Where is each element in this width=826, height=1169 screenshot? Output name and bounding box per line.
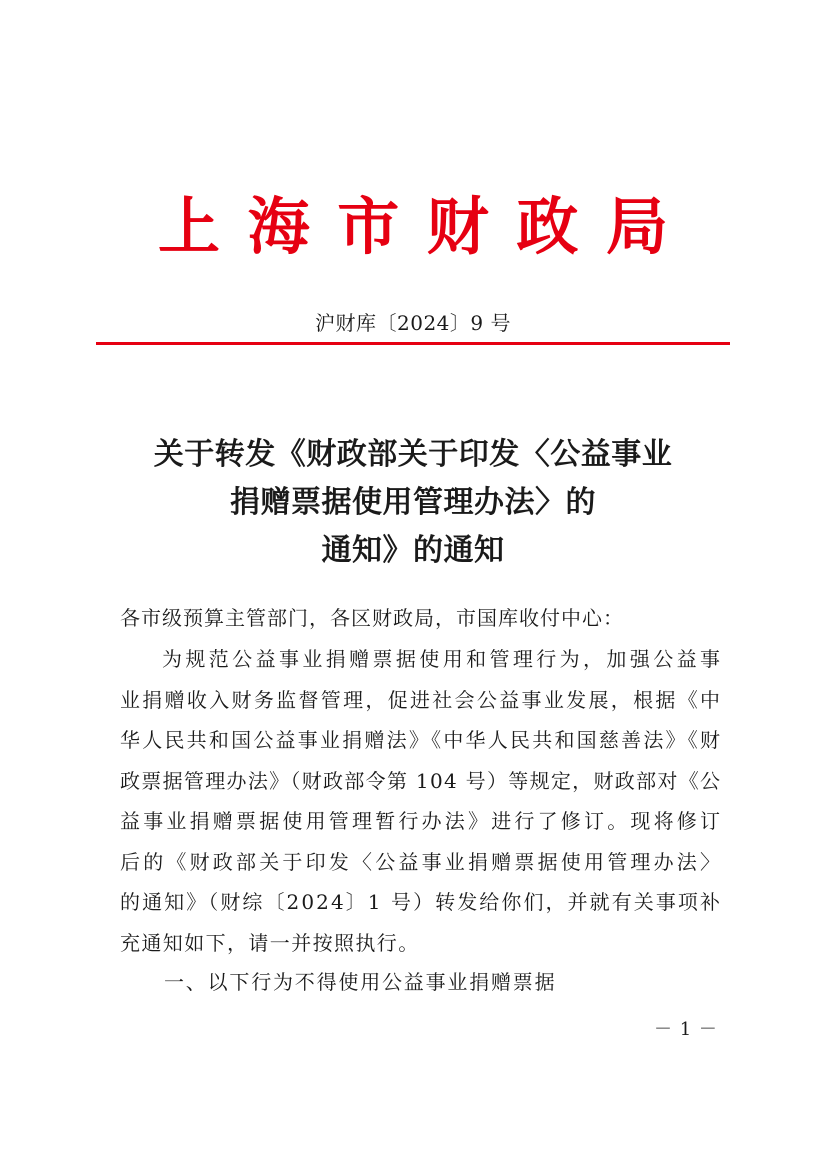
salutation: 各市级预算主管部门，各区财政局，市国库收付中心：: [120, 606, 624, 630]
issuing-agency-title: [96, 188, 730, 266]
agency-char: 上: [158, 190, 221, 263]
paragraph-line: 业捐赠收入财务监督管理，促进社会公益事业发展，根据《中: [120, 687, 723, 712]
red-divider-line: [96, 342, 730, 345]
document-number: 沪财库〔2024〕9 号: [315, 311, 511, 335]
paragraph-line: 后的《财政部关于印发〈公益事业捐赠票据使用管理办法〉: [120, 849, 724, 874]
paragraph-line: 华人民共和国公益事业捐赠法》《中华人民共和国慈善法》《财: [120, 728, 723, 752]
agency-char: 政: [516, 190, 579, 263]
paragraph-line: 充通知如下，请一并按照执行。: [120, 930, 420, 955]
body-paragraph-1: [120, 639, 724, 963]
page-number: － 1 －: [654, 1019, 718, 1040]
agency-char: 局: [605, 190, 668, 263]
title-line: 关于转发《财政部关于印发〈公益事业: [153, 437, 673, 472]
paragraph-line: 的通知》（财综〔2024〕1 号）转发给你们，并就有关事项补: [120, 890, 723, 914]
agency-char: 财: [426, 190, 489, 263]
document-title: [80, 431, 746, 575]
section-heading-1: 一、以下行为不得使用公益事业捐赠票据: [164, 970, 557, 994]
agency-char: 海: [247, 190, 310, 263]
paragraph-line: 为规范公益事业捐赠票据使用和管理行为，加强公益事: [162, 647, 724, 671]
paragraph-line: 益事业捐赠票据使用管理暂行办法》进行了修订。现将修订: [120, 809, 724, 833]
title-line: 通知》的通知: [321, 533, 505, 568]
title-line: 捐赠票据使用管理办法〉的: [230, 485, 596, 520]
agency-char: 市: [337, 190, 400, 263]
paragraph-line: 政票据管理办法》（财政部令第 104 号）等规定，财政部对《公: [120, 768, 722, 793]
